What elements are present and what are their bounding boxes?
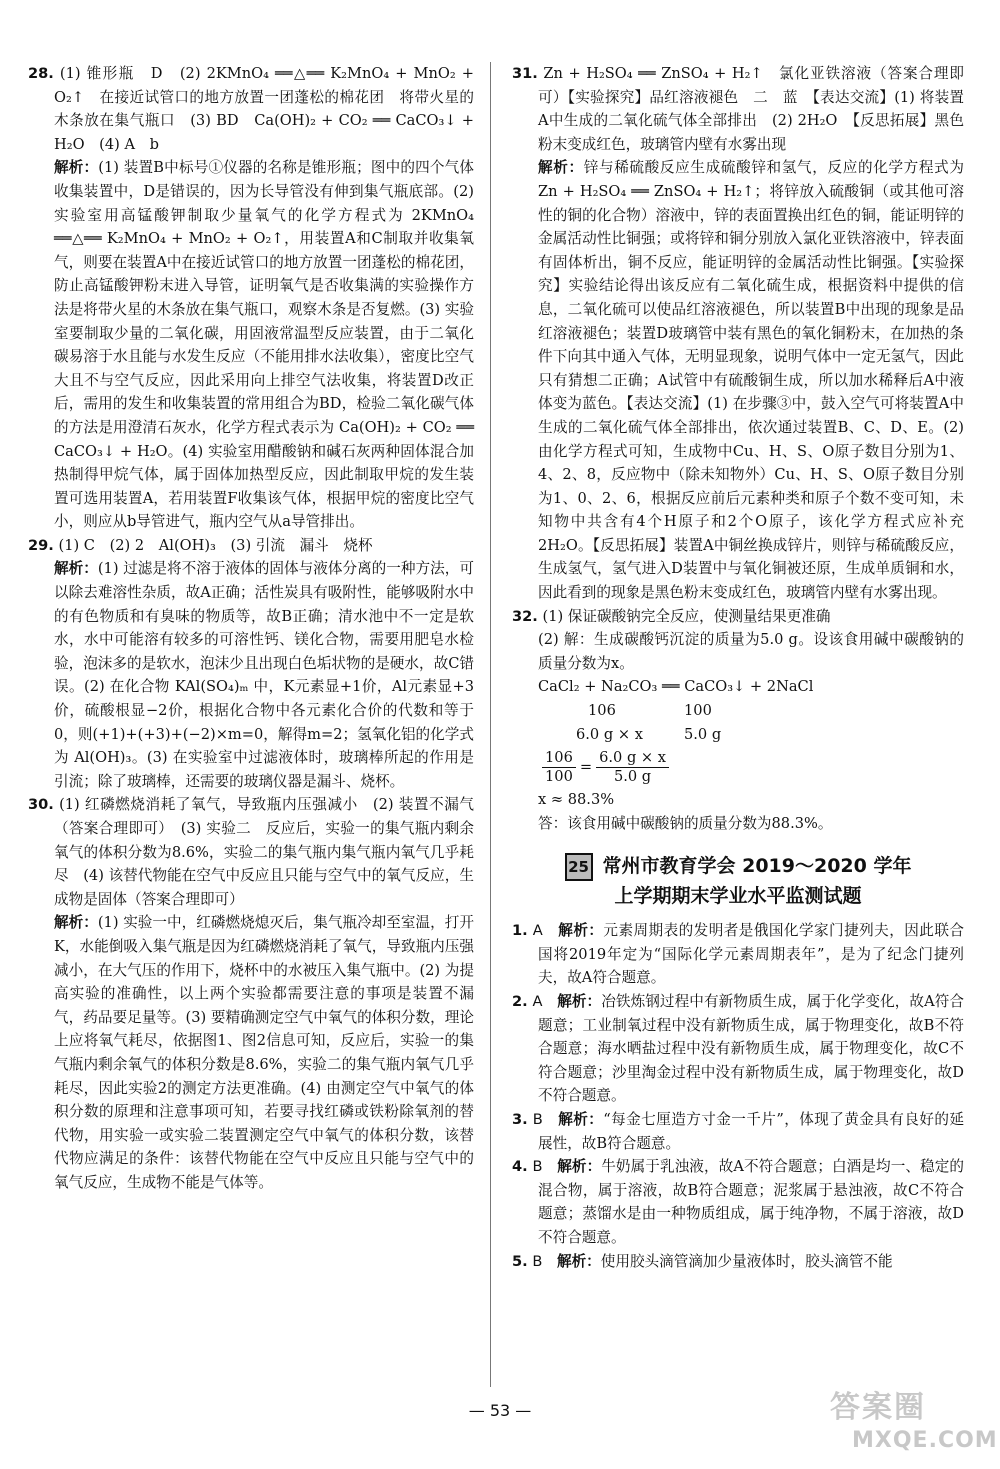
mass-na2co3: 6.0 g × x (576, 726, 643, 744)
answer-part-1: (1) 保证碳酸钠完全反应，使测量结果更准确 (542, 607, 831, 625)
question-30 (28, 793, 474, 911)
analysis-text: 锌与稀硫酸反应生成硫酸锌和氢气，反应的化学方程式为 Zn + H₂SO₄ ══ ZnSO₄ + H₂↑；将锌放入硫酸铜（或其他可溶性的铜的化合物）溶液中，锌的表面置换出红色的铜，能证明锌的金属活动性比铜强；或将锌和铜分别放入氯化亚铁溶液中，锌表面有固体析出，铜不反应，能证明锌的金属活动性比铜强。【实验探究】实验结论得出该反应有二氧化硫生成，根据资料中提供的信息，二氧化硫可以使品红溶液褪色，所以装置B中出现的现象是品红溶液褪色；装置D玻璃管中装有黑色的氧化铜粉末，在加热的条件下向其中通入气体，无明显现象，说明气体中一定无氢气，因此只有猜想二正确；A试管中有硫酸铜生成，所以加水稀释后A中液体变为蓝色。【表达交流】(1) 在步骤③中，鼓入空气可将装置A中生成的二氧化硫气体全部排出，依次通过装置B、C、D、E。(2) 由化学方程式可知，生成物中Cu、H、S、O原子数目分别为1、4、2、8，反应物中（除未知物外）Cu、H、S、O原子数目分别为1、0、2、6，根据反应前后元素种类和原子个数不变可知，未知物中共含有4个H原子和2个O原子，该化学方程式应补充2H₂O。【反思拓展】装置A中铜丝换成锌片，则锌与稀硫酸反应，生成氢气，氢气进入D装置中与氧化铜被还原，生成单质铜和水，因此看到的现象是黑色粉末变成红色，玻璃管内壁有水雾出现。 (538, 159, 964, 602)
mc-answer: B (532, 1110, 543, 1128)
analysis-label: 解析： (54, 159, 99, 177)
answer-text: (1) 红磷燃烧消耗了氧气，导致瓶内压强减小 (2) 装置不漏气（答案合理即可） (3) 实验二 反应后，实验一的集气瓶内剩余氧气的体积分数为8.6%，实验二的集气瓶内集气瓶内氧气几乎耗尽 (4) 该替代物能在空气中反应且只能与空气中的氧气反应，生成物是固体（答案合理即可） (54, 796, 474, 908)
analysis-31 (512, 156, 964, 604)
question-number: 31. (512, 65, 538, 82)
analysis-label: 解析： (538, 159, 584, 177)
answer-text: (1) 锥形瓶 D (2) 2KMnO₄ ══△══ K₂MnO₄ + MnO₂ + O₂↑ 在接近试管口的地方放置一团蓬松的棉花团 将带火星的木条放在集气瓶口 (3) BD Ca(OH)₂ + CO₂ ══ CaCO₃↓ + H₂O (4) A b (54, 65, 474, 153)
ratio-right: $\frac{6.0 g \times x}{5.0 g}$ (596, 749, 669, 786)
answer-text: Zn + H₂SO₄ ══ ZnSO₄ + H₂↑ 氯化亚铁溶液（答案合理即可）【实验探究】品红溶液褪色 二 蓝 【表达交流】(1) 将装置A中生成的二氧化硫气体全部排出 (2) 2H₂O 【反思拓展】黑色粉末变成红色，玻璃管内壁有水雾出现 (538, 65, 964, 153)
result: x ≈ 88.3% (538, 791, 615, 809)
mass-row (538, 723, 964, 747)
ratio-left: $\frac{106}{100}$ (542, 749, 576, 786)
watermark-url: MXQE.COM (852, 1428, 998, 1453)
calculation-32 (512, 628, 964, 835)
mc-question-2: 2. A 解析：冶铁炼钢过程中有新物质生成，属于化学变化，故A符合题意；工业制氧过程中没有新物质生成，属于物理变化，故B不符合题意；海水晒盐过程中没有新物质生成，属于物理变化，故C不符合题意；沙里淘金过程中没有新物质生成，属于物理变化，故D不符合题意。 (512, 993, 964, 1105)
mc-question-4: 4. B 解析：牛奶属于乳浊液，故A不符合题意；白酒是均一、稳定的混合物，属于溶液，故B符合题意；泥浆属于悬浊液，故C不符合题意；蒸馏水是由一种物质组成，属于纯净物，不属于溶液，故D不符合题意。 (512, 1158, 964, 1246)
question-number: 32. (512, 607, 538, 625)
analysis-label: 解析： (54, 560, 98, 578)
right-column (512, 62, 964, 1273)
molar-mass-row (538, 699, 964, 723)
column-divider (490, 62, 491, 1387)
mc-question-1: 1. A 解析：元素周期表的发明者是俄国化学家门捷列夫，因此联合国将2019年定为“国际化学元素周期表年”，是为了纪念门捷列夫，故A符合题意。 (512, 922, 964, 987)
question-29 (28, 534, 474, 558)
left-column (28, 62, 474, 1195)
mass-caco3: 5.0 g (684, 726, 722, 744)
section-heading (512, 851, 964, 911)
mc-question-5: 5. B 解析：使用胶头滴管滴加少量液体时，胶头滴管不能 (512, 1252, 893, 1270)
question-number: 28. (28, 65, 54, 82)
section-title-line-2: 上学期期末学业水平监测试题 (614, 885, 862, 908)
question-number: 30. (28, 796, 54, 814)
mc-answer: A (532, 922, 543, 940)
analysis-label: 解析： (54, 914, 98, 932)
analysis-text: (1) 实验一中，红磷燃烧熄灭后，集气瓶冷却至室温，打开K，水能倒吸入集气瓶是因为红磷燃烧消耗了氧气，导致瓶内压强减小，在大气压的作用下，烧杯中的水被压入集气瓶中。(2) 为提高实验的准确性，以上两个实验都需要注意的事项是装置不漏气，药品要足量等。(3) 要精确测定空气中氧气的体积分数，理论上应将氧气耗尽，依据图1、图2信息可知，反应后，实验一的集气瓶内剩余氧气的体积分数是8.6%，实验二的集气瓶内氧气几乎耗尽，因此实验2的测定方法更准确。(4) 由测定空气中氧气的体积分数的原理和注意事项可知，若要寻找红磷或铁粉除氧剂的替代物，用实验一或实验二装置测定空气中氧气的体积分数，该替代物应满足的条件：该替代物能在空气中反应且只能与空气中的氧气反应，生成物不能是气体等。 (54, 914, 474, 1191)
watermark-text: 答案圈 (830, 1390, 926, 1425)
section-number-badge: 25 (565, 853, 593, 881)
mc-answer: A (532, 993, 543, 1010)
page-number: — 53 — (468, 1401, 532, 1420)
molar-mass-caco3: 100 (684, 702, 712, 720)
mc-answer: B (532, 1252, 543, 1270)
watermark-logo (830, 1388, 998, 1468)
mc-question-3: 3. B 解析：“每金七厘造方寸金一千片”，体现了黄金具有良好的延展性，故B符合题意。 (512, 1110, 964, 1152)
chemical-equation: CaCl₂ + Na₂CO₃ ══ CaCO₃↓ + 2NaCl (538, 678, 814, 696)
question-32 (512, 605, 964, 629)
final-answer: 答：该食用碱中碳酸钠的质量分数为88.3%。 (538, 814, 833, 832)
analysis-30 (28, 911, 474, 1194)
mc-answer: B (532, 1158, 543, 1176)
question-28 (28, 62, 474, 156)
section-title-line-1: 25 常州市教育学会 2019～2020 学年 (512, 851, 964, 881)
analysis-text: (1) 装置B中标号①仪器的名称是锥形瓶；图中的四个气体收集装置中，D是错误的，因为长导管没有伸到集气瓶底部。(2) 实验室用高锰酸钾制取少量氧气的化学方程式为 2KMnO₄ ══△══ K₂MnO₄ + MnO₂ + O₂↑，用装置A和C制取并收集氧气，则要在装置A中在接近试管口的地方放置一团蓬松的棉花团，防止高锰酸钾粉末进入导管，证明氧气是否收集满的实验操作方法是将带火星的木条放在集气瓶口，观察木条是否复燃。(3) 实验室要制取少量的二氧化碳，用固液常温型反应装置，由于二氧化碳易溶于水且能与水发生反应（不能用排水法收集），密度比空气大且不与空气反应，因此采用向上排空气法收集，将装置D改正后，需用的发生和收集装置的常用组合为BD，检验二氧化碳气体的方法是用澄清石灰水，化学方程式表示为 Ca(OH)₂ + CO₂ ══ CaCO₃↓ + H₂O。(4) 实验室用醋酸钠和碱石灰两种固体混合加热制得甲烷气体，属于固体加热型反应，因此制取甲烷的发生装置可选用装置A，若用装置F收集该气体，根据甲烷的密度比空气小，则应从b导管进气，瓶内空气从a导管排出。 (54, 159, 474, 531)
answer-part-2: (2) 解：生成碳酸钙沉淀的质量为5.0 g。设该食用碱中碳酸钠的质量分数为x。 (538, 631, 964, 672)
analysis-text: (1) 过滤是将不溶于液体的固体与液体分离的一种方法，可以除去难溶性杂质，故A正确；活性炭具有吸附性，能够吸附水中的有色物质和有臭味的物质等，故B正确；清水池中不一定是软水，水中可能溶有较多的可溶性钙、镁化合物，需要用肥皂水检验，泡沫多的是软水，泡沫少且出现白色垢状物的是硬水，故C错误。(2) 在化合物 KAl(SO₄)ₘ 中，K元素显+1价，Al元素显+3价，硫酸根显−2价，根据化合物中各元素化合价的代数和等于0，则(+1)+(+3)+(−2)×m=0，解得m=2；氢氧化铝的化学式为 Al(OH)₃。(3) 在实验室中过滤液体时，玻璃棒所起的作用是引流；除了玻璃棒，还需要的玻璃仪器是漏斗、烧杯。 (54, 560, 474, 790)
question-31 (512, 62, 964, 156)
analysis-29 (28, 557, 474, 793)
analysis-28 (28, 156, 474, 534)
ratio-equation: $\frac{106}{100}$ = $\frac{6.0 g \times x}{5.0 g}$ (538, 749, 964, 786)
answer-text: (1) C (2) 2 Al(OH)₃ (3) 引流 漏斗 烧杯 (58, 536, 373, 554)
question-number: 29. (28, 536, 54, 554)
molar-mass-na2co3: 106 (588, 702, 616, 720)
